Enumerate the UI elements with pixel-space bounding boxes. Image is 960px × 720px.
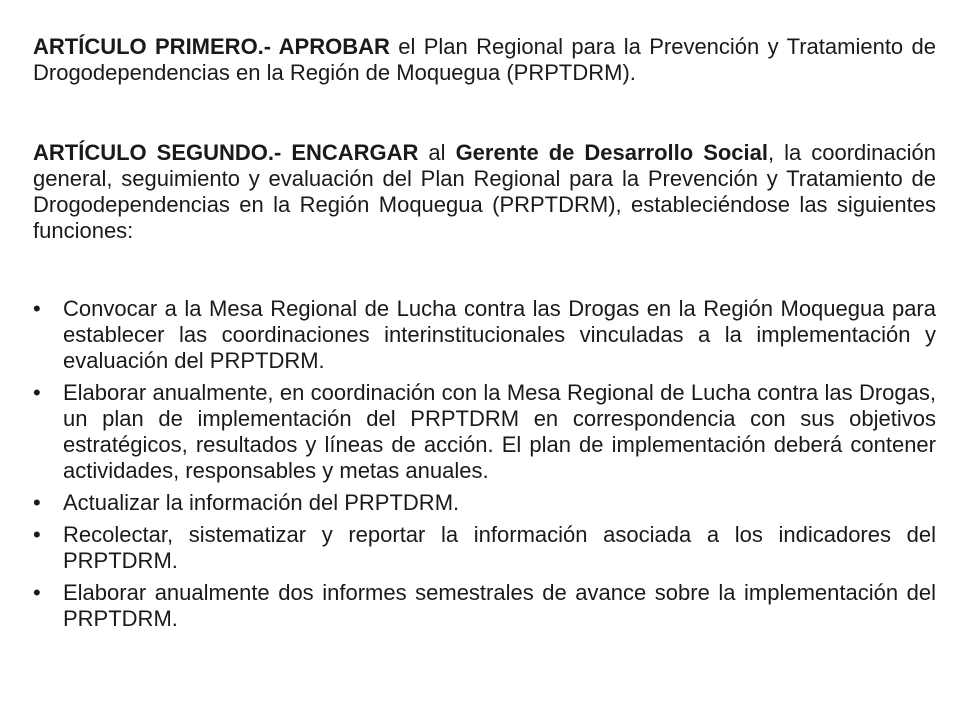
article-primero bbox=[33, 34, 936, 86]
list-item-text: Elaborar anualmente, en coordinación con la Mesa Regional de Lucha contra las Drogas, un plan de implementación del PRPTDRM en correspondencia con sus objetivos estratégicos, resultados y líneas de acción. El plan de implementación deberá contener actividades, responsables y metas anuales. bbox=[63, 380, 936, 483]
list-item-text: Recolectar, sistematizar y reportar la información asociada a los indicadores del PRPTDRM. bbox=[63, 522, 936, 573]
document-body bbox=[33, 34, 936, 638]
article-segundo-entity: Gerente de Desarrollo Social bbox=[455, 140, 768, 165]
list-item bbox=[33, 296, 936, 374]
list-item bbox=[33, 522, 936, 574]
list-item-text: Elaborar anualmente dos informes semestrales de avance sobre la implementación del PRPTDRM. bbox=[63, 580, 936, 631]
bullet-icon: • bbox=[33, 380, 41, 405]
article-segundo-text-after: , la coordinación general, seguimiento y evaluación del Plan Regional para la Prevención y Tratamiento de Drogodependencias en la Región Moquegua (PRPTDRM), estableciéndose las siguientes funciones: bbox=[33, 140, 936, 243]
article-primero-text: el Plan Regional para la Prevención y Tratamiento de Drogodependencias en la Región de Moquegua (PRPTDRM). bbox=[33, 34, 936, 85]
list-item-text: Convocar a la Mesa Regional de Lucha contra las Drogas en la Región Moquegua para establecer las coordinaciones interinstitucionales vinculadas a la implementación y evaluación del PRPTDRM. bbox=[63, 296, 936, 373]
article-segundo-heading: ARTÍCULO SEGUNDO.- ENCARGAR bbox=[33, 140, 419, 165]
list-item bbox=[33, 490, 936, 516]
functions-list bbox=[33, 296, 936, 632]
bullet-icon: • bbox=[33, 296, 41, 321]
article-primero-heading: ARTÍCULO PRIMERO.- APROBAR bbox=[33, 34, 390, 59]
list-item-text: Actualizar la información del PRPTDRM. bbox=[63, 490, 460, 515]
bullet-icon: • bbox=[33, 522, 41, 547]
article-segundo bbox=[33, 140, 936, 244]
list-item bbox=[33, 380, 936, 484]
bullet-icon: • bbox=[33, 490, 41, 515]
bullet-icon: • bbox=[33, 580, 41, 605]
list-item bbox=[33, 580, 936, 632]
article-segundo-text-before: al bbox=[418, 140, 456, 165]
